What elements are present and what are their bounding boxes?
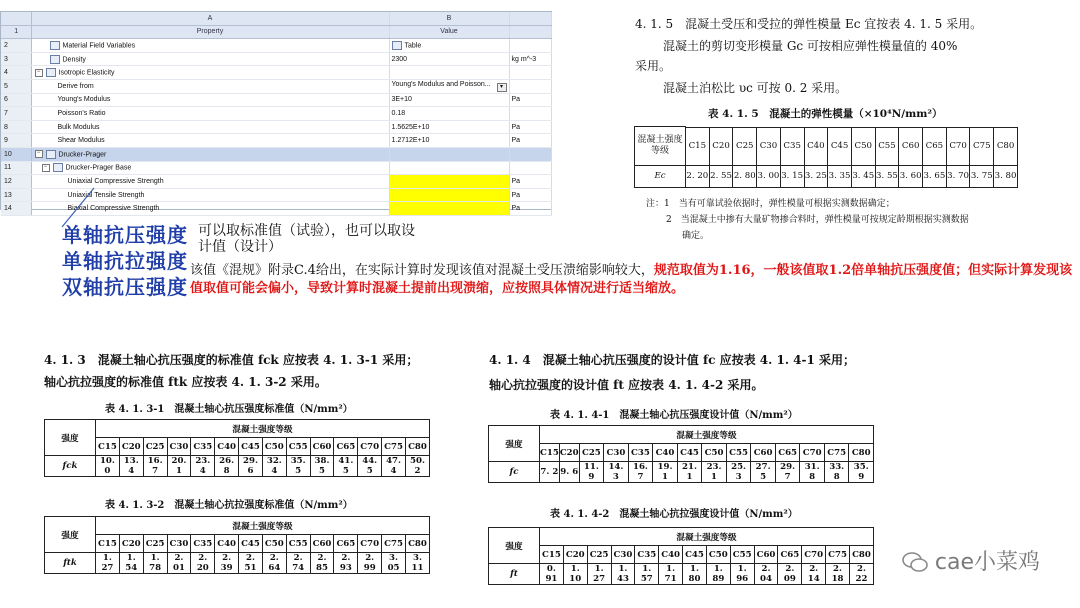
property-value[interactable] <box>389 147 509 161</box>
property-label: Derive from <box>31 79 389 93</box>
column-header-value[interactable]: Value <box>389 25 509 39</box>
property-value[interactable]: 2300 <box>389 52 509 66</box>
property-unit[interactable] <box>509 161 551 175</box>
property-value[interactable]: 1.2712E+10 <box>389 134 509 148</box>
clause-4-1-3-line2: 轴心抗拉强度的标准值 ftk 应按表 4. 1. 3-2 采用。 <box>44 375 327 389</box>
collapse-icon[interactable]: − <box>35 150 43 158</box>
table-row[interactable] <box>1 134 551 148</box>
row-number: 1 <box>1 25 31 39</box>
property-icon <box>53 163 63 172</box>
row-number: 12 <box>1 175 31 189</box>
table-4-1-4-2-title: 表 4. 1. 4-2 混凝土轴心抗拉强度设计值（N/mm²） <box>550 509 798 520</box>
material-property-grid[interactable] <box>0 11 552 213</box>
label-uniaxial-compressive: 单轴抗压强度 <box>62 223 188 247</box>
property-value[interactable] <box>389 66 509 80</box>
clause-4-1-5-line4: 混凝土泊松比 υc 可按 0. 2 采用。 <box>663 81 848 95</box>
property-value[interactable]: 0.18 <box>389 107 509 121</box>
property-unit[interactable] <box>509 66 551 80</box>
elastic-modulus-table: 混凝土强度等级 C15 C20 C25 C30 C35 C40 C45 C50 C55 C60 C65 C70 C75 C80 Ec 2. 20 2. 55 2. 80 3. 00 3. 15 3. 25 3. 35 3. 45 3. 55 3. 60 3. 65 3. 70 3. 75 3. 80 <box>634 126 1018 188</box>
property-label: Uniaxial Compressive Strength <box>31 175 389 189</box>
table-icon <box>50 41 60 50</box>
row-number: 10 <box>1 147 31 161</box>
label-biaxial-compressive: 双轴抗压强度 <box>62 275 188 299</box>
table-4-1-3-1-title: 表 4. 1. 3-1 混凝土轴心抗压强度标准值（N/mm²） <box>105 404 353 415</box>
table-row[interactable] <box>1 66 551 80</box>
property-value[interactable]: 3E+10 <box>389 93 509 107</box>
table-head-grade: 混凝土强度等级 <box>635 127 686 166</box>
property-label: Density <box>62 55 86 63</box>
fck-table: 强度 混凝土强度等级 C15 C20 C25 C30 C35 C40 C45 C50 C55 C60 C65 C70 C75 C80 fck 10. 0 13. 4 16. 7 20. 1 23. 4 26. 8 29. 6 32. 4 35. 5 38. 5 41. 5 44. 5 47. 4 50. 2 <box>44 419 430 477</box>
property-unit[interactable]: Pa <box>509 120 551 134</box>
property-label: Drucker-Prager Base <box>65 164 132 172</box>
watermark: cae小菜鸡 <box>902 545 1040 576</box>
property-unit[interactable]: Pa <box>509 188 551 202</box>
property-unit[interactable]: Pa <box>509 134 551 148</box>
row-number: 11 <box>1 161 31 175</box>
row-number: 7 <box>1 107 31 121</box>
clause-4-1-3-line1: 4. 1. 3 混凝土轴心抗压强度的标准值 fck 应按表 4. 1. 3-1 采用； <box>44 353 419 367</box>
row-number: 6 <box>1 93 31 107</box>
derive-from-dropdown[interactable]: ▾ Young's Modulus and Poisson... <box>389 79 509 93</box>
property-value[interactable]: Table <box>404 42 422 50</box>
property-unit[interactable]: kg m^-3 <box>509 52 551 66</box>
property-value[interactable]: 1.5625E+10 <box>389 120 509 134</box>
clause-4-1-4-line2: 轴心抗拉强度的设计值 ft 应按表 4. 1. 4-2 采用。 <box>489 378 764 392</box>
property-label: Biaxial Compressive Strength <box>31 202 389 216</box>
property-label: Shear Modulus <box>31 134 389 148</box>
table-row[interactable] <box>1 107 551 121</box>
property-icon <box>46 150 56 159</box>
fc-table: 强度 混凝土强度等级 C15 C20 C25 C30 C35 C40 C45 C50 C55 C60 C65 C70 C75 C80 fc 7. 2 9. 6 11. 9 14. 3 16. 7 19. 1 21. 1 23. 1 25. 3 27. 5 29. 7 31. 8 33. 8 35. 9 <box>488 425 874 483</box>
table-4-1-4-1-title: 表 4. 1. 4-1 混凝土轴心抗压强度设计值（N/mm²） <box>550 410 798 421</box>
table-row[interactable] <box>1 52 551 66</box>
property-unit[interactable]: Pa <box>509 202 551 216</box>
clause-4-1-4-line1: 4. 1. 4 混凝土轴心抗压强度的设计值 fc 应按表 4. 1. 4-1 采用； <box>489 353 856 367</box>
property-unit[interactable] <box>509 107 551 121</box>
table-4-1-5-title: 表 4. 1. 5 混凝土的弹性模量（×10⁴N/mm²） <box>708 108 943 120</box>
chevron-down-icon[interactable]: ▾ <box>497 83 507 92</box>
property-label: Material Field Variables <box>62 42 136 50</box>
property-label: Poisson's Ratio <box>31 107 389 121</box>
table-row-selected[interactable] <box>1 147 551 161</box>
table-4-1-5-note-3: 确定。 <box>682 231 710 241</box>
row-number: 9 <box>1 134 31 148</box>
property-icon <box>46 68 56 77</box>
row-number <box>1 12 31 25</box>
clause-4-1-5-line1: 4. 1. 5 混凝土受压和受拉的弹性模量 Ec 宜按表 4. 1. 5 采用。 <box>635 17 983 31</box>
property-icon <box>50 55 60 64</box>
table-4-1-5-note-2: 2 当混凝土中掺有大量矿物掺合料时，弹性模量可按规定龄期根据实测数据 <box>666 215 969 225</box>
table-4-1-3-2-title: 表 4. 1. 3-2 混凝土轴心抗拉强度标准值（N/mm²） <box>105 500 353 511</box>
table-row[interactable] <box>1 79 551 93</box>
column-header-property[interactable]: Property <box>31 25 389 39</box>
row-number: 3 <box>1 52 31 66</box>
row-number: 5 <box>1 79 31 93</box>
property-unit[interactable] <box>509 147 551 161</box>
property-unit[interactable] <box>509 79 551 93</box>
property-value-input[interactable] <box>389 202 509 216</box>
property-label: Drucker-Prager <box>58 151 107 159</box>
property-value[interactable] <box>389 161 509 175</box>
clause-4-1-5-line2: 混凝土的剪切变形模量 Gc 可按相应弹性模量值的 40% <box>663 39 958 53</box>
table-row[interactable] <box>1 39 551 53</box>
column-letter-b: B <box>389 12 509 25</box>
row-number: 8 <box>1 120 31 134</box>
table-row[interactable] <box>1 161 551 175</box>
row-number: 2 <box>1 39 31 53</box>
row-number: 4 <box>1 66 31 80</box>
ftk-table: 强度 混凝土强度等级 C15 C20 C25 C30 C35 C40 C45 C50 C55 C60 C65 C70 C75 C80 ftk 1. 27 1. 54 1. 78 2. 01 2. 20 2. 39 2. 51 2. 64 2. 74 2. 85 2. 93 2. 99 3. 05 3. 11 <box>44 516 430 574</box>
property-label: Uniaxial Tensile Strength <box>31 188 389 202</box>
collapse-icon[interactable]: − <box>42 164 50 172</box>
table-icon <box>392 41 402 50</box>
table-row[interactable] <box>1 120 551 134</box>
collapse-icon[interactable]: − <box>35 69 43 77</box>
property-unit[interactable]: Pa <box>509 93 551 107</box>
note-standard-or-design: 可以取标准值（试验），也可以取设 计值（设计） <box>198 223 415 255</box>
row-label-ec: Ec <box>635 165 686 187</box>
wechat-icon <box>902 551 928 573</box>
property-value-input[interactable] <box>389 188 509 202</box>
row-number: 13 <box>1 188 31 202</box>
property-label: Isotropic Elasticity <box>58 69 115 77</box>
property-unit[interactable]: Pa <box>509 175 551 189</box>
property-label: Bulk Modulus <box>31 120 389 134</box>
clause-4-1-5-line3: 采用。 <box>635 59 672 73</box>
column-letter-a: A <box>31 12 389 25</box>
table-row[interactable] <box>1 93 551 107</box>
table-4-1-5-note-1: 注：1 当有可靠试验依据时，弹性模量可根据实测数据确定； <box>646 199 895 209</box>
ft-table: 强度 混凝土强度等级 C15 C20 C25 C30 C35 C40 C45 C50 C55 C60 C65 C70 C75 C80 ft 0. 91 1. 10 1. 27 1. 43 1. 57 1. 71 1. 80 1. 89 1. 96 2. 04 2. 09 2. 14 2. 18 2. 22 <box>488 527 874 585</box>
property-label: Young's Modulus <box>31 93 389 107</box>
row-number: 14 <box>1 202 31 216</box>
label-uniaxial-tensile: 单轴抗拉强度 <box>62 249 188 273</box>
property-value-input[interactable] <box>389 175 509 189</box>
note-biaxial-strength: 该值《混规》附录C.4给出，在实际计算时发现该值对混凝土受压溃缩影响较大，规范取值为1.16，一般该值取1.2倍单轴抗压强度值；但实际计算发现该值取值可能会偏小，导致计算时混凝土提前出现溃缩，应按照具体情况进行适当缩放。 <box>190 263 1073 296</box>
